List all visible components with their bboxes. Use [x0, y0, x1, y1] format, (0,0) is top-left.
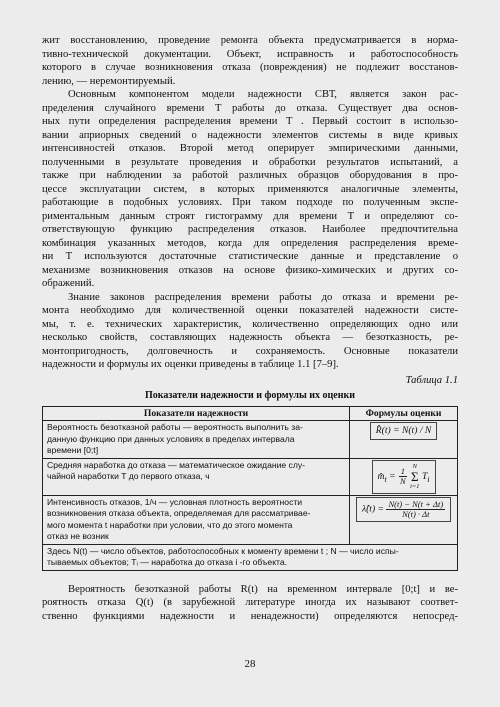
text-line: тивно-технической документации. Объект, исправность и работоспособность — [42, 48, 458, 60]
sum-operator — [410, 463, 419, 491]
table-header-row — [43, 406, 458, 421]
text-line: ни T используются достаточные статистические данные и представление о — [42, 251, 458, 262]
fraction-denominator: N — [400, 476, 406, 486]
text-line: несколько свойств, составляющих надежность объекта — безотказность, ре- — [42, 332, 458, 343]
text-line: лению, — неремонтируемый. — [42, 75, 176, 87]
formula-mean-time — [372, 460, 436, 494]
sum-lower-limit: i=1 — [410, 482, 420, 490]
column-header-formulas: Формулы оценки — [350, 406, 458, 421]
sum-upper-limit: N — [412, 462, 417, 470]
text-line: Знание законов распределения времени работы до отказа и времени ре- — [68, 291, 458, 303]
indicator-cell — [43, 495, 350, 544]
fraction-numerator: 1 — [400, 466, 405, 476]
table-title: Показатели надежности и формулы их оценки — [144, 390, 356, 401]
paragraph-main-component — [42, 88, 458, 291]
text-line: Вероятность безотказной работы R(t) на временном интервале [0;t] и ве- — [68, 583, 458, 595]
formula-probability: R̂(t) = N(t) / N — [370, 422, 438, 440]
footnote-line: Здесь N(t) — число объектов, работоспособных к моменту времени t ; N — число испы- — [47, 545, 399, 556]
formula-equals: = — [389, 470, 396, 482]
formula-symbol: λ̂(t) = — [361, 503, 385, 515]
formula-term-subscript: i — [427, 474, 430, 484]
table-row — [43, 495, 458, 544]
paragraph-continuation — [42, 34, 458, 88]
text-line: механизме возникновения отказов на основе физико-химических и других со- — [42, 264, 458, 276]
text-line: ображений. — [42, 278, 95, 289]
cell-line: чайной наработки T до первого отказа, ч — [47, 471, 210, 481]
fraction-denominator: N(t) · Δt — [402, 508, 430, 519]
formula-symbol: m̂ — [377, 470, 385, 482]
cell-line: Интенсивность отказов, 1/ч — условная плотность вероятности — [47, 496, 303, 507]
text-line: ных пути определения распределения времени T . Первый состоит в использо- — [42, 116, 458, 127]
fraction-numerator: N(t) − N(t + Δt) — [388, 498, 444, 509]
formula-term: T — [421, 470, 428, 482]
indicator-cell — [43, 458, 350, 495]
text-line: монтопригодность, долговечность и сохраняемость. Основные показатели — [42, 345, 458, 357]
footnote-line: тываемых объектов; Tᵢ — наработка до отказа i -го объекта. — [47, 557, 288, 567]
cell-line: Вероятность безотказной работы — вероятность выполнить за- — [47, 422, 303, 432]
text-line: пределения случайного времени T работы до отказа. Существует два основ- — [42, 102, 458, 114]
table-reference: Таблица 1.1 — [405, 374, 458, 386]
text-line: цессе эксплуатации систем, в которых применяются аналогичные элементы, — [42, 183, 458, 195]
cell-line: времени [0;t] — [47, 445, 99, 455]
table-row — [43, 421, 458, 459]
text-line: риментальным данным строят гистограмму для времени T и определяют со- — [42, 210, 458, 222]
text-line: вании априорных сведений о надежности элементов системы в виде кривых — [42, 129, 458, 141]
formula-subscript: t — [384, 474, 387, 484]
text-line: комбинация указанных методов, когда для определения распределения време- — [42, 237, 458, 249]
text-line: роятность отказа Q(t) (в зарубежной литературе иногда их называют соответ- — [42, 597, 458, 608]
column-header-indicators: Показатели надежности — [43, 406, 350, 421]
table-row — [43, 458, 458, 495]
page-number: 28 — [244, 658, 256, 670]
text-line: которого в случае возникновения отказа (повреждения) не подлежит восстанов- — [42, 62, 458, 73]
cell-line: отказ не возник — [47, 531, 109, 541]
formula-fraction — [398, 467, 408, 486]
text-line: также при наблюдении за работой различных образцов оборудования в про- — [42, 170, 458, 181]
text-line: жит восстановлению, проведение ремонта объекта предусматривается в норма- — [42, 35, 458, 46]
formula-failure-rate — [356, 497, 451, 522]
text-line: монта необходимо для количественной оценки показателей надежности систе- — [42, 305, 458, 316]
text-line: мы, т. е. технических характеристик, количественно определяющих одно или — [42, 318, 458, 330]
formula-cell — [350, 421, 458, 459]
table-footnote — [43, 544, 458, 570]
text-line: ственно функциями надежности и ненадежности) определяются непосред- — [42, 610, 458, 622]
table-footnote-row — [43, 544, 458, 570]
indicator-cell — [43, 421, 350, 459]
formula-fraction — [386, 500, 445, 519]
reliability-table — [42, 406, 458, 571]
text-line: полученными в результате проведения и обработки результатов испытаний, а — [42, 156, 458, 168]
formula-cell — [350, 495, 458, 544]
cell-line: Средняя наработка до отказа — математическое ожидание слу- — [47, 459, 306, 470]
text-line: работающие в подобных условиях. При таком подходе по полученным экспе- — [42, 197, 458, 208]
sigma-icon: Σ — [411, 468, 419, 484]
text-line: ответствующую функцию распределения отказов. Наиболее предпочтительна — [42, 224, 458, 235]
cell-line: данную функцию при данных условиях в пределах интервала — [47, 433, 295, 444]
text-line: Основным компонентом модели надежности СВТ, является закон рас- — [68, 89, 458, 100]
cell-line: мого момента t наработки при условии, что до этого момента — [47, 519, 293, 530]
paragraph-knowledge — [42, 291, 458, 372]
text-line: надежности и формулы их оценки приведены в таблице 1.1 [7–9]. — [42, 359, 339, 370]
formula-cell — [350, 458, 458, 495]
paragraph-probability — [42, 583, 458, 624]
cell-line: возникновения отказа объекта, определяемая для рассматривае- — [47, 508, 311, 518]
text-line: интенсивностей отказов. Второй метод оперирует эмпирическими данными, — [42, 143, 458, 154]
